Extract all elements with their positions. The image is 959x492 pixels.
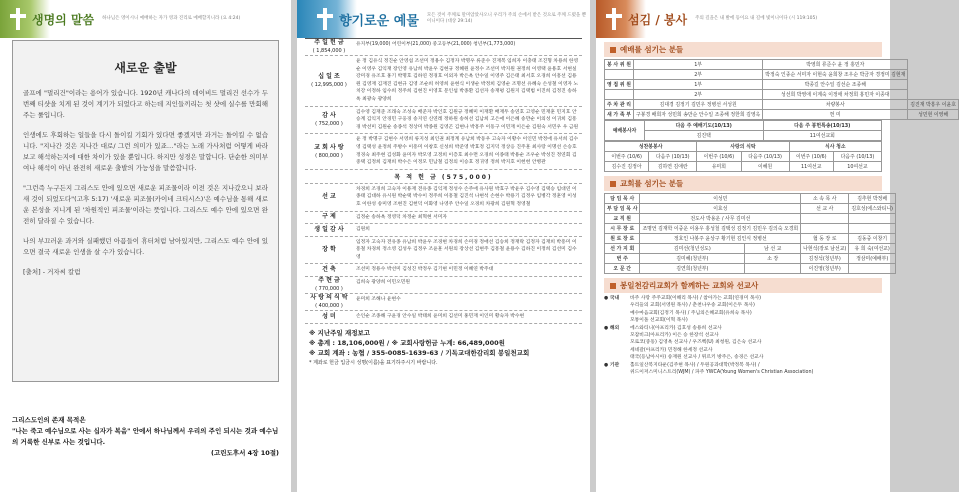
verse-line: 그리스도인의 존재 목적은 [12, 416, 86, 424]
offering-subtitle: 모든 것이 주께로 말미암았사오니 우리가 주의 손에서 받은 것으로 주께 드렸을 뿐이니이다 (대상 29:14) [426, 13, 587, 24]
worship-cell: 영 접 위 원 [605, 80, 634, 90]
worship-cell: 봉 사 위 원 [605, 60, 634, 70]
offering-row [305, 277, 582, 294]
account-note: * 계좌로 헌금 입금시 성명(이름)을 표기하주시기 바랍니다. [309, 359, 438, 366]
mission-item [604, 332, 882, 339]
church-server-cell [801, 224, 849, 234]
next-week-label: 예배봉사자 [605, 121, 645, 141]
sermon-paragraph: 골프에 "멀리건"이라는 용어가 있습니다. 1920년 캐나다의 데이비드 멀리건 선수가 두 번째 티샷을 치게 된 것이 계기가 되었다고 하는데 지인들끼리는 첫 샷에 실수를 만회해주는 룰입니다. [23, 89, 268, 119]
offering-label [305, 39, 353, 55]
missions-list [604, 295, 882, 376]
mission-category [604, 339, 630, 346]
church-server-cell [849, 224, 896, 234]
sermon-paragraph: 나의 부끄러운 과거와 실패했던 아픔들이 휴터처럼 남아있지만, 그리스도 예수 안에 있으면 결국 새로운 인생을 살 수가 있습니다. [23, 237, 268, 256]
church-server-cell: 김정석(청년부) [801, 254, 849, 264]
offering-label [305, 56, 353, 106]
worship-servers-table [604, 59, 959, 120]
offering-label [305, 277, 353, 293]
church-server-cell: 조명언 김재학 이중운 이용우 홍성철 김택성 김정기 김민우 김의숙 오경희 [640, 224, 801, 234]
worship-cell: 성민현 이영해 [908, 110, 959, 120]
offering-row [305, 224, 582, 237]
worship-cell [605, 70, 634, 80]
worship-cell: 주 차 관 리 [605, 100, 634, 110]
offering-label [305, 237, 353, 264]
worship-cell: 2부 [634, 90, 763, 100]
mission-item [604, 354, 882, 361]
worship-cell: 김진재 박흥우 이윤호 [908, 100, 959, 110]
church-server-cell: 김미혜(청년부) [640, 254, 745, 264]
mission-detail: 예수마음교회(김정기 목사) / 주님의은혜교회(유희숙 목사) [630, 310, 752, 316]
church-server-cell: 나현석(장로 남선교) [801, 244, 849, 254]
worship-cell [605, 90, 634, 100]
volunteer-name: 김수진 김정아 [605, 162, 649, 172]
church-servers-table [604, 193, 896, 274]
offering-names: 김희숙 광양희 이민오민원 [356, 280, 411, 286]
offering-row [305, 311, 582, 324]
church-server-cell: 교 직 원 [605, 214, 640, 224]
worship-row [605, 110, 959, 120]
mission-category [604, 317, 630, 324]
mission-item [604, 362, 882, 369]
worship-cell: 구봉경 배희자 성민희 송만순 안수일 조종해 정한희 김영옥 [634, 110, 763, 120]
offering-row [305, 107, 582, 135]
church-server-row [605, 224, 896, 234]
worship-row [605, 70, 959, 80]
worship-cell: 박영희 류준수 윤 정 홍민자 [763, 60, 908, 70]
church-server-cell: 번 주 [605, 254, 640, 264]
bank-account: ※ 교회 계좌 : 농협 / 355-0085-1639-63 / 기독교대한감리회 봉일천교회 [309, 348, 530, 357]
worship-cell: 헌 미 [763, 110, 908, 120]
offering-row [305, 264, 582, 277]
missions-title: 봉일천감리교회가 함께하는 교회와 선교사 [604, 278, 882, 293]
cross-icon [606, 8, 622, 30]
offering-names: 윤 정 김유식 정진순 안영섭 조선미 정용수 김정자 박명우 류준수 진재복 임희자 이충태 조진형 차용희 한영순 이영우 김익재 장인영 유남희 박윤우 김현규 정혜원 윤정수 조선미 박지원 권정희 이영택 윤용호 서현실 강미경 유조호 홍기 박명호 김하연 정경호 이외자 박은옥 안수일 이영주 김은태 최서호 오경희 이흥선 김용원 김영재 김재진 김현규 김영 조순희 허영희 윤현식 이생순 박정희 김영순 조명선 유혜숙 손성철 이영자 노치강 이정하 임수희 정주희 김현진 이영호 문인섭 박종환 김선자 송재평 김원지 김택범 이진희 김정진 송하옥 최광숙 광양희 [356, 59, 579, 102]
sermon-heading: 새로운 출발 [114, 61, 177, 75]
church-server-cell: 김호성(에스와티니) [849, 204, 896, 214]
volunteer-date: 다음주 (10/13) [741, 152, 789, 162]
worship-cell: 차량봉사 [763, 100, 908, 110]
mission-detail: 태국(등남아시아) 송재원 선교사 / 튀르키 방주은, 송경은 선교사 [630, 355, 764, 361]
offering-row [305, 39, 582, 56]
offering-type: 선 교 [322, 193, 336, 201]
offering-names: 임정자 고숙자 전유종 유남희 박윤우 조경현 차경희 손미경 정애선 김승희 정재락 김정자 김재희 박흥미 이흥철 차경희 정소영 김성우 김정우 조윤훈 서원의 장상선 김현주 김흥철 윤용수 김하진 이정희 김선미 김수영 [356, 239, 577, 260]
sermon-header [0, 0, 291, 38]
offering-names: 손인순 조종해 구윤경 안수일 박태희 윤미희 김선미 홍민재 이인미 황숙자 박수현 [356, 314, 525, 320]
offering-amount: ( 1,854,000 ) [312, 48, 346, 54]
offering-label [305, 212, 353, 224]
mission-category [604, 347, 630, 354]
church-server-cell: 이성민 [640, 194, 801, 204]
offering-row [305, 56, 582, 107]
offering-amount: ( 770,000 ) [315, 286, 343, 293]
worship-row [605, 90, 959, 100]
worship-row [605, 100, 959, 110]
church-server-cell [801, 214, 849, 224]
church-server-cell: 소 장 [745, 254, 801, 264]
mission-item [604, 310, 882, 317]
offering-row [305, 212, 582, 225]
church-server-cell: 이진영(청년부) [801, 264, 849, 274]
offering-type: 감 사 [322, 111, 336, 119]
offering-title: 향기로운 예물 [339, 13, 419, 29]
worship-cell: 성선희 박영애 이계숙 이정애 차정희 홍민자 이종대 [763, 90, 908, 100]
offering-names: 조선미 정용수 박선미 김성진 박정우 김기현 이민정 이혜연 박주대 [356, 267, 494, 273]
finance-report-title: ※ 지난주일 재정보고 [309, 328, 371, 337]
sermon-subtitle: 하나님은 영이시니 예배하는 자가 영과 진리로 예배할지니라 (요 4:24) [102, 16, 241, 21]
worship-row [605, 60, 959, 70]
offering-label [305, 184, 353, 211]
church-server-cell: 오 문 간 [605, 264, 640, 274]
worship-cell: 새 가 족 부 [605, 110, 634, 120]
mission-category [604, 310, 630, 317]
mission-category [604, 354, 630, 361]
next-prayer-name: 김진택 [645, 131, 764, 141]
church-servers-title: 교회를 섬기는 분들 [604, 176, 882, 191]
church-server-cell: 담 임 목 사 [605, 194, 640, 204]
mission-item [604, 302, 882, 309]
church-server-cell: 유 희 숙(여선교) [849, 244, 896, 254]
mission-detail: 위드이저스미니스트리(WJM) / 파주 YWCA(Young Women's Christian Association) [630, 370, 814, 376]
church-server-cell [849, 264, 896, 274]
mission-item [604, 339, 882, 346]
mission-detail: 바주 사랑 주주교회(이해리 목사) / 참아가는 교회(연경미 목사) [630, 296, 761, 301]
volunteer-date: 다음주 (10/13) [833, 152, 881, 162]
next-special-song-heading: 다음 주 봉헌특송(10/13) [763, 121, 882, 131]
next-prayer-heading: 다음 주 예배기도(10/13) [645, 121, 764, 131]
volunteer-column: 성찬봉봉사 [605, 142, 697, 152]
mission-item [604, 317, 882, 324]
offering-type: 사 랑 의 식 탁 [310, 294, 348, 302]
offering-header [297, 0, 590, 38]
volunteer-schedule-table [604, 141, 882, 172]
offering-amount: ( 752,000 ) [315, 120, 343, 127]
finance-total: ※ 총계 : 18,106,000원 / ※ 교회사랑헌금 누계: 66,489,000원 [309, 338, 505, 347]
offering-type: 장 학 [322, 246, 336, 254]
church-server-cell: 시 무 장 로 [605, 224, 640, 234]
mission-category: ● 국내 [604, 296, 620, 301]
offering-type: 성 미 [322, 312, 336, 320]
church-server-cell: 부 담 임 목 사 [605, 204, 640, 214]
worship-cell: 박종길 안수일 김선순 조종해 [763, 80, 908, 90]
worship-servers-title: 예배를 섬기는 분들 [604, 42, 882, 57]
church-server-cell: 선 교 사 [801, 204, 849, 214]
offering-names: 윤미희 조해나 윤현수 [356, 297, 401, 303]
mission-detail: 모잠비크(아프리카) 이은 승 한장석 선교사 [630, 333, 719, 339]
offering-names: 김원희 [356, 227, 370, 233]
mission-detail: 에스와티니(아프리카) 김호성 송용희 선교사 [630, 325, 722, 331]
offering-label [305, 294, 353, 310]
church-server-cell: 김미선(청년성도) [640, 244, 745, 254]
volunteer-name: 11여선교 [789, 162, 833, 172]
volunteer-name: 10여선교 [833, 162, 881, 172]
volunteer-date: 다음주 (10/13) [649, 152, 697, 162]
mission-category [604, 369, 630, 376]
offering-type: 교 회 사 랑 [314, 143, 344, 151]
church-server-cell: 이효성 [640, 204, 801, 214]
worship-cell: 1부 [634, 60, 763, 70]
finance-report [309, 328, 578, 368]
church-server-row [605, 214, 896, 224]
mission-category: ● 기관 [604, 362, 620, 368]
offering-label [305, 107, 353, 134]
volunteer-name-row [605, 162, 882, 172]
offering-names: 김수영 김재준 조래숙 조성숙 배준자 박인호 김원규 정혜미 이재환 배재두 송연호 고영순 민재훈 민지호 안승계 김익지 안경민 구웅경 송지연 신연레 정하원 송허선 김남희 고은애 이은혜 송만순 이의성 이귀희 김흥경 박선미 김원순 송종석 정상미 박종원 김영곤 김현나 박흥주 이동구 이민재 이은순 김원숙 서민우 우 금원 [356, 109, 579, 130]
mission-category [604, 332, 630, 339]
church-server-cell: 김추현 박정배 [849, 194, 896, 204]
volunteer-header-row [605, 142, 882, 152]
offering-type: 구 제 [322, 213, 336, 221]
offering-amount: ( 400,000 ) [315, 303, 343, 310]
church-server-cell [849, 214, 896, 224]
offering-type: 십 일 조 [318, 72, 340, 80]
sermon-paragraph: 인생에도 후회하는 일들을 다시 돌이킬 기회가 있다면 좋겠지만 과거는 돌이킬 수 없습니다. "지나간 것은 지나간 대로/ 그런 의미가 있죠…"라는 노래 가사처럼 어떻게 바라보고 해석하는지에 대한 차이가 있을 뿐입니다. 하지만 성경은 말합니다. 단순한 의미부여나 해석이 아닌 완전히 새로운 출발의 가능성을 말씀합니다. [23, 131, 268, 172]
church-server-row [605, 204, 896, 214]
church-server-cell: 김연희(청년부) [640, 264, 745, 274]
volunteer-column: 사랑의 식탁 [697, 142, 789, 152]
mission-detail: 모퉁이돌 선교회(이혁 목사) [630, 318, 688, 324]
offering-row [305, 294, 582, 311]
mission-detail: 우리들의 교회(서영원 목사) / 춘천나우송 교회(이은두 목사) [630, 303, 755, 309]
church-server-row [605, 244, 896, 254]
worship-cell: 김대경 김정기 김민우 정병선 서성원 [634, 100, 763, 110]
sermon-source: [출처] - 거자씨 칼럼 [23, 268, 81, 276]
volunteer-date-row [605, 152, 882, 162]
mission-detail: 세네갈(아프리카) 민정해 한세정 선교사 [630, 347, 713, 353]
mission-detail: 모로코(중동) 김영옥 선교사 / 우즈벡(U) 최청원, 김은숙 선교사 [630, 340, 762, 346]
offering-type: 주 일 헌 금 [314, 39, 344, 46]
volunteer-column: 식사 청소 [789, 142, 881, 152]
church-server-cell: 소 속 목 사 [801, 194, 849, 204]
offering-row [305, 134, 582, 169]
purpose-offering-heading: 목 적 헌 금 (575,000) [305, 170, 582, 184]
service-subtitle: 주의 길을은 내 발에 등이요 내 길에 빛이니이다 (시 119:105) [695, 16, 818, 21]
church-server-row [605, 264, 896, 274]
verse-reference: (고린도후서 4장 10절) [211, 449, 279, 457]
offering-label [305, 264, 353, 276]
service-title: 섬김 / 봉사 [628, 12, 688, 27]
volunteer-name: 이혜원 [741, 162, 789, 172]
church-server-cell: 전도사 박용운 / 사무 김미선 [640, 214, 801, 224]
sermon-box [12, 40, 279, 382]
offering-table [305, 38, 582, 324]
offering-row [305, 184, 582, 212]
church-server-cell: 협 동 장 로 [801, 234, 849, 244]
church-server-cell: 원 로 장 로 [605, 234, 640, 244]
church-server-row [605, 254, 896, 264]
offering-amount: ( 12,995,000 ) [311, 81, 347, 88]
service-header [596, 0, 890, 38]
mission-category [604, 302, 630, 309]
offering-type: 건 축 [322, 266, 336, 274]
next-week-table [604, 120, 882, 141]
church-server-cell: 정삼미(예배부) [849, 254, 896, 264]
volunteer-name: 유미희 [697, 162, 741, 172]
service-panel [596, 0, 956, 492]
worship-cell: 박정숙 인종순 서미자 이현숙 윤희창 조우순 박금자 경정미 김현재 [763, 70, 908, 80]
offering-label [305, 224, 353, 236]
verse-line: "나는 죽고 예수님으로 사는 십자가 복음" 안에서 하나님께서 우리의 주인 되시는 것과 예수님의 거룩한 신부로 사는 것입니다. [12, 427, 279, 446]
offering-amount: ( 800,000 ) [315, 152, 343, 159]
church-server-cell: 정호인 나봉주 윤상구 황기현 김인식 정병선 [640, 234, 801, 244]
offering-names: 유지부(19,000) 어린이부(21,000) 중고등부(21,000) 청년부(1,773,000) [356, 42, 516, 47]
church-server-cell [745, 264, 801, 274]
offering-panel [297, 0, 590, 492]
volunteer-date: 이번주 (10/6) [697, 152, 741, 162]
offering-names: 윤 정 박명구 김현수 서영희 류지성 최인권 최정계 유남희 박동우 고숙자 이황수 이인민 박정애 유서희 김수영 김택성 윤정희 주방수 이흥미 이창호 신성희 박준영 박효정 김지덕 정상응 진주훈 최사랑 이명선 손승호 정경숙 최주현 김성화 윤미자 박모영 고정희 이층호 최수면 오경희 이종태 박용순 조우순 박성진 정연회 김중택 김정희 김재희 박수은 이정모 민남철 김정의 이승호 정귀영 정희 박지호 이헌헌 안병관 [356, 137, 579, 166]
volunteer-name: 김하연 김애란 [649, 162, 697, 172]
mission-detail: 홀트일산복지타운(김주현 목사) / 두원공과대학(박정복 목사) / [630, 362, 760, 368]
offering-type: 생 일 감 사 [314, 225, 344, 233]
church-server-cell: 김동중 이창기 [849, 234, 896, 244]
mission-item [604, 369, 882, 376]
sermon-paragraph: "그런즉 누구든지 그리스도 안에 있으면 새로운 피조물이라 이전 것은 지나갔으니 보라 새 것이 되었도다"(고후 5:17) '새로운 피조물(카이네 크티시스)'은 예수님을 통해 새로운 본성을 지니게 된 '차원적인 피조물'이라는 뜻입니다. 그리스도 예수 안에 있으면 완전히 달라질 수 있습니다. [23, 184, 268, 225]
offering-label [305, 134, 353, 168]
church-server-cell: 남 선 교 [745, 244, 801, 254]
volunteer-date: 이번주 (10/6) [605, 152, 649, 162]
next-special-song-name: 11여선교회 [763, 131, 882, 141]
cross-icon [317, 8, 333, 30]
cross-icon [10, 8, 26, 30]
worship-cell: 1부 [634, 80, 763, 90]
mission-item [604, 295, 882, 302]
verse-block [12, 415, 279, 459]
worship-cell: 2부 [634, 70, 763, 80]
worship-row [605, 80, 959, 90]
mission-item [604, 347, 882, 354]
mission-item [604, 325, 882, 332]
sermon-title: 생명의 말씀 [32, 12, 95, 27]
sermon-panel [0, 0, 291, 492]
church-server-row [605, 234, 896, 244]
offering-names: 차경희 조경희 고숙자 이용재 전유종 김익재 정성수 손주애 유사원 박효구 박윤우 김수영 김택승 임대연 이종태 김대하 유시원 박순택 박수이 정주희 이흥철 김진석 나현석 손현수 박용기 김정우 임병각 정훈영 이성호 이한성 송미영 조현진 김헌덕 이화영 나영주 안수일 오경희 차광희 김원혁 정영철 [356, 186, 577, 207]
offering-label [305, 311, 353, 323]
offering-type: 주 현 금 [318, 277, 340, 285]
volunteer-date: 이번주 (10/6) [789, 152, 833, 162]
offering-row [305, 237, 582, 265]
church-server-cell: 선 가 지 회 [605, 244, 640, 254]
church-server-row [605, 194, 896, 204]
mission-category: ● 해외 [604, 325, 620, 331]
offering-names: 김정순 송하옥 정영덕 차정순 최혁현 서미자 [356, 214, 448, 220]
